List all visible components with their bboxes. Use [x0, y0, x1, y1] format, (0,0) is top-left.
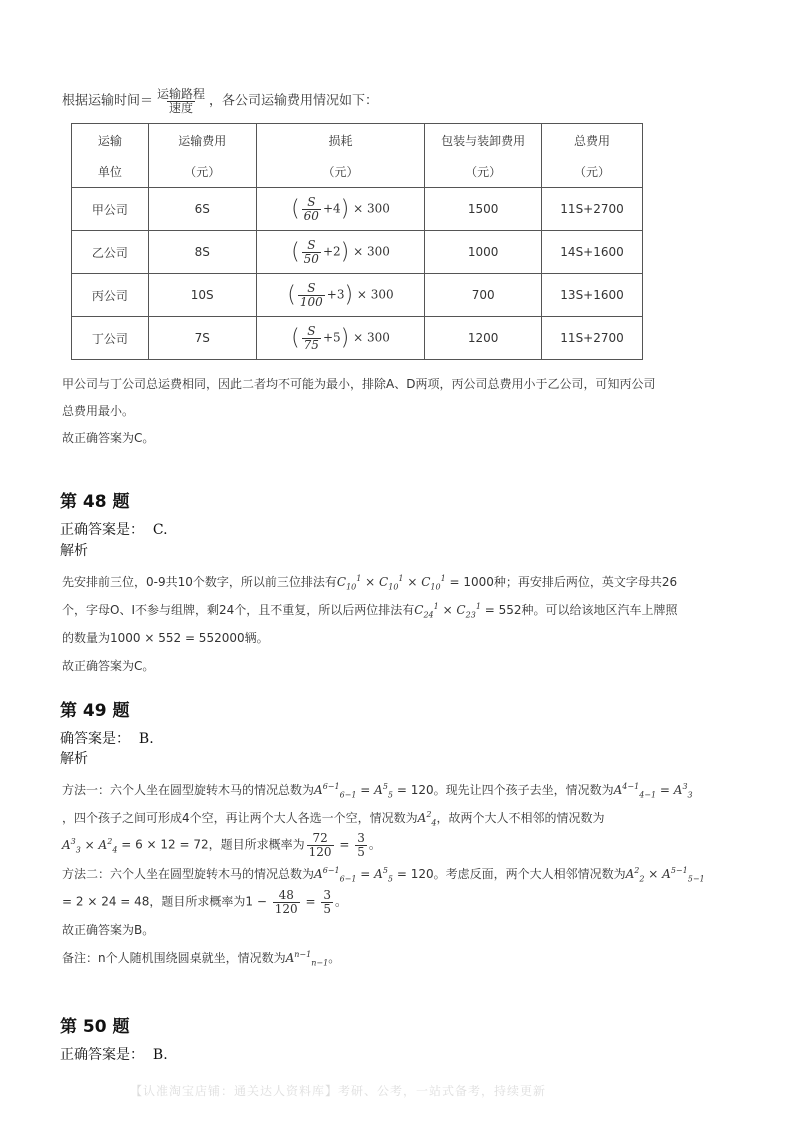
loss-fraction — [302, 325, 321, 351]
c-sub: 24 — [423, 610, 434, 620]
probability-fraction — [355, 832, 367, 858]
header-line: （元） — [322, 164, 359, 179]
q49-method2-line2: = 2 × 24 = 48，题目所求概率为1 − $\frac{48}{120}$ = $\frac{3}{5}$ 。 — [62, 888, 347, 916]
packing-cell: 1200 — [425, 317, 542, 360]
combination-c-10-1 — [336, 574, 362, 592]
q50-title: 第 50 题 — [60, 1017, 130, 1037]
frac-num: 48 — [278, 888, 294, 902]
frac-num: 72 — [312, 831, 328, 845]
q48-analysis-label: 解析 — [60, 543, 88, 559]
header-line: 损耗 — [328, 133, 353, 148]
q48-line3: 的数量为1000 × 552 = 552000辆。 — [62, 631, 269, 645]
q49-conclusion: 故正确答案为B。 — [62, 923, 155, 937]
q47-explain-line2: 总费用最小。 — [62, 404, 135, 418]
company-cell: 丙公司 — [72, 274, 149, 317]
q49-text: = 2 × 24 = 48，题目所求概率为1 − — [62, 894, 267, 909]
arrangement-a-4-1: $A^{4-1}_{4-1} = A^3_3$ — [613, 782, 693, 800]
cost-table — [71, 123, 643, 360]
company-cell: 甲公司 — [72, 188, 149, 231]
table-row — [72, 231, 643, 274]
header-line: （元） — [465, 164, 502, 179]
total-cell: 13S+1600 — [542, 274, 643, 317]
q48-answer: 正确答案是： C. — [60, 522, 168, 538]
q48-text: = 552种。可以给该地区汽车上牌照 — [484, 603, 678, 617]
q48-text: 个，字母O、I不参与组牌，剩24个，且不重复，所以后两位排法有 — [62, 603, 415, 617]
q49-method1-line3: $A^3_3 \times A^2_4 = 6 \times 12 = 72$，题目所求概率为 $\frac{72}{120}$ = $\frac{3}{5}$ 。 — [62, 831, 381, 859]
header-line: 包装与装卸费用 — [441, 133, 526, 148]
q50-answer: 正确答案是： B. — [60, 1047, 168, 1063]
c-sup: 1 — [433, 602, 439, 611]
q49-note-text: 备注：n个人随机围绕圆桌就坐，情况数为 — [62, 951, 286, 965]
table-row — [72, 317, 643, 360]
loss-cell: ( $\frac{S}{50}$ +2) × 300 — [256, 231, 425, 274]
frac-den: 120 — [274, 901, 298, 916]
arrangement-product: $A^3_3 \times A^2_4$ — [62, 836, 118, 854]
total-cell: 11S+2700 — [542, 188, 643, 231]
intro-line — [62, 88, 378, 114]
header-cell — [72, 124, 149, 188]
q49-method2-line1 — [62, 865, 705, 883]
probability-fraction — [321, 889, 333, 915]
q49-method1-line1 — [62, 781, 693, 799]
packing-cell: 1500 — [425, 188, 542, 231]
c-sup: 1 — [356, 574, 362, 583]
loss-multiplier: × 300 — [353, 244, 390, 259]
header-line: （元） — [574, 164, 611, 179]
c-sub: 10 — [346, 582, 357, 592]
q47-explain-line1: 甲公司与丁公司总运费相同，因此二者均不可能为最小，排除A、D两项，丙公司总费用小于乙公司，可知丙公司 — [62, 377, 656, 391]
header-cell — [425, 124, 542, 188]
time-fraction-numerator: 运输路程 — [157, 87, 206, 101]
q48-conclusion: 故正确答案为C。 — [62, 659, 155, 673]
header-cell — [542, 124, 643, 188]
transport-cell: 6S — [148, 188, 256, 231]
arrangement-a-6-1: $A^{6-1}_{6-1} = A^5_5$ — [314, 866, 394, 884]
q49-title: 第 49 题 — [60, 701, 130, 721]
q49-text: ，故两个大人不相邻的情况数为 — [436, 811, 605, 825]
header-cell — [148, 124, 256, 188]
loss-denominator: 50 — [303, 251, 319, 266]
frac-den: 5 — [323, 901, 331, 916]
loss-add: +3 — [326, 287, 345, 302]
table-row — [72, 188, 643, 231]
q48-line2 — [62, 601, 678, 619]
frac-num: 3 — [323, 888, 331, 902]
c-sup: 1 — [398, 574, 404, 583]
loss-numerator: S — [307, 323, 316, 338]
loss-numerator: S — [307, 237, 316, 252]
arrangement-a-2-5: $A^2_2 \times A^{5-1}_{5-1}$ — [625, 866, 705, 884]
time-fraction-denominator: 速度 — [169, 100, 194, 115]
c-sub: 23 — [465, 610, 476, 620]
loss-multiplier: × 300 — [353, 201, 390, 216]
loss-add: +4 — [322, 201, 341, 216]
header-line: 运输 — [97, 133, 122, 148]
header-cell — [256, 124, 425, 188]
loss-fraction — [302, 196, 321, 222]
c-sub: 10 — [430, 582, 441, 592]
c-symbol: C — [336, 575, 347, 589]
arrangement-a-n-1: $A^{n-1}_{n-1}$ — [285, 950, 329, 968]
time-fraction — [155, 88, 207, 114]
q49-answer: 确答案是： B. — [60, 731, 154, 747]
company-cell: 丁公司 — [72, 317, 149, 360]
combination-c-23-1 — [439, 602, 481, 620]
q48-title: 第 48 题 — [60, 492, 130, 512]
loss-fraction — [298, 282, 325, 308]
packing-cell: 700 — [425, 274, 542, 317]
probability-fraction — [273, 889, 300, 915]
q49-method1-line2 — [62, 809, 605, 827]
q49-text: = 120。考虑反面，两个大人相邻情况数为 — [396, 867, 626, 881]
total-cell: 11S+2700 — [542, 317, 643, 360]
loss-cell: ( $\frac{S}{100}$ +3) × 300 — [256, 274, 425, 317]
combination-c-10-1 — [361, 574, 404, 592]
arrangement-a-6-1: $A^{6-1}_{6-1} = A^5_5$ — [314, 782, 394, 800]
c-sup: 1 — [440, 574, 446, 583]
packing-cell: 1000 — [425, 231, 542, 274]
loss-add: +2 — [322, 244, 341, 259]
probability-fraction — [307, 832, 334, 858]
q48-text: = 1000种；再安排后两位，英文字母共26 — [449, 575, 678, 589]
q48-text: 先安排前三位，0-9共10个数字，所以前三位排法有 — [62, 575, 337, 589]
transport-cell: 7S — [148, 317, 256, 360]
total-cell: 14S+1600 — [542, 231, 643, 274]
c-sub: 10 — [388, 582, 399, 592]
header-line: 总费用 — [574, 133, 611, 148]
loss-fraction — [302, 239, 321, 265]
combination-c-24-1 — [414, 602, 439, 620]
q48-line1 — [62, 573, 677, 591]
c-sup: 1 — [475, 602, 481, 611]
arrangement-a-4-2: $A^2_4$ — [417, 810, 437, 828]
table-header-row — [72, 124, 643, 188]
frac-den: 5 — [357, 844, 365, 859]
q47-conclusion: 故正确答案为C。 — [62, 431, 155, 445]
header-line: （元） — [184, 164, 221, 179]
transport-cell: 10S — [148, 274, 256, 317]
c-symbol: × C — [365, 575, 389, 589]
loss-numerator: S — [307, 280, 316, 295]
frac-den: 120 — [308, 844, 332, 859]
loss-denominator: 75 — [303, 337, 319, 352]
table-row — [72, 274, 643, 317]
transport-cell: 8S — [148, 231, 256, 274]
company-cell: 乙公司 — [72, 231, 149, 274]
q49-analysis-label: 解析 — [60, 751, 88, 767]
header-line: 单位 — [97, 164, 122, 179]
loss-multiplier: × 300 — [356, 287, 394, 302]
q49-text: ，四个孩子之间可形成4个空，再让两个大人各选一个空，情况数为 — [62, 811, 418, 825]
intro-suffix: ，各公司运输费用情况如下： — [209, 93, 379, 109]
q49-text: 方法一：六个人坐在圆型旋转木马的情况总数为 — [62, 783, 315, 797]
q49-text: = 120。现先让四个孩子去坐，情况数为 — [396, 783, 614, 797]
loss-denominator: 100 — [299, 294, 323, 309]
loss-add: +5 — [322, 330, 341, 345]
q49-text: 方法二：六个人坐在圆型旋转木马的情况总数为 — [62, 867, 315, 881]
q49-text: = 6 × 12 = 72，题目所求概率为 — [121, 837, 305, 852]
c-symbol: C — [414, 603, 424, 617]
q49-note: 备注：n个人随机围绕圆桌就坐，情况数为$A^{n-1}_{n-1}$。 — [62, 950, 341, 968]
loss-multiplier: × 300 — [353, 330, 390, 345]
loss-denominator: 60 — [303, 208, 319, 223]
c-symbol: × C — [407, 575, 431, 589]
combination-c-10-1 — [404, 574, 446, 592]
frac-num: 3 — [357, 831, 365, 845]
loss-cell: ( $\frac{S}{75}$ +5) × 300 — [256, 317, 425, 360]
loss-numerator: S — [307, 194, 316, 209]
intro-prefix: 根据运输时间＝ — [62, 93, 154, 109]
c-symbol: × C — [442, 603, 466, 617]
watermark: 【认准淘宝店铺：通关达人资料库】考研、公考，一站式备考，持续更新 — [130, 1084, 547, 1098]
header-line: 运输费用 — [178, 133, 227, 148]
loss-cell: ( $\frac{S}{60}$ +4) × 300 — [256, 188, 425, 231]
